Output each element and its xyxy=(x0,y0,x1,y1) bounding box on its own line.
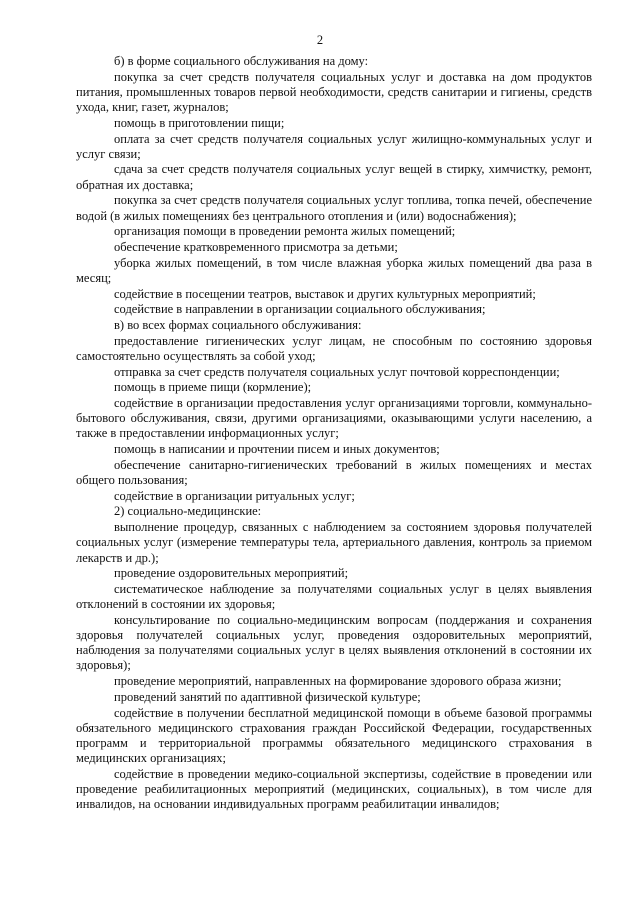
paragraph: проведение оздоровительных мероприятий; xyxy=(114,566,349,581)
paragraph: выполнение процедур, связанных с наблюдением за состоянием здоровья получателей социальных услуг (измерение температуры тела, артериального давления, контроль за приемом лекарств и др.); xyxy=(76,520,592,565)
paragraph: содействие в организации предоставления услуг организациями торговли, коммунально-бытового обслуживания, связи, другими организациями, оказывающими услуги населению, а также в предоставлении информационных услуг; xyxy=(76,395,592,441)
paragraph: уборка жилых помещений, в том числе влажная уборка жилых помещений два раза в месяц; xyxy=(76,255,592,285)
document-body xyxy=(76,54,592,813)
paragraph: предоставление гигиенических услуг лицам, не способным по состоянию здоровья самостоятельно осуществлять за собой уход; xyxy=(76,333,592,363)
paragraph: организация помощи в проведении ремонта жилых помещений; xyxy=(114,224,456,239)
paragraph: б) в форме социального обслуживания на дому: xyxy=(114,54,369,68)
paragraph: обеспечение кратковременного присмотра за детьми; xyxy=(114,239,398,254)
paragraph: помощь в приеме пищи (кормление); xyxy=(114,380,312,395)
section-heading: 2) социально-медицинские: xyxy=(114,504,262,519)
paragraph: систематическое наблюдение за получателями социальных услуг в целях выявления отклонений в состоянии их здоровья; xyxy=(76,581,592,612)
paragraph: содействие в проведении медико-социальной экспертизы, содействие в проведении или проведение реабилитационных мероприятий (медицинских, социальных), в том числе для инвалидов, на основании индивидуальных программ реабилитации инвалидов; xyxy=(76,766,592,812)
paragraph: сдача за счет средств получателя социальных услуг вещей в стирку, химчистку, ремонт, обратная их доставка; xyxy=(76,162,592,192)
paragraph: оплата за счет средств получателя социальных услуг жилищно-коммунальных услуг и услуг связи; xyxy=(76,131,592,161)
paragraph: содействие в посещении театров, выставок и других культурных мероприятий; xyxy=(114,286,536,301)
paragraph: помощь в приготовлении пищи; xyxy=(114,115,285,130)
paragraph: покупка за счет средств получателя социальных услуг топлива, топка печей, обеспечение водой (в жилых помещениях без центрального отопления и (или) водоснабжения); xyxy=(76,193,592,223)
paragraph: проведений занятий по адаптивной физической культуре; xyxy=(114,689,421,704)
paragraph: содействие в организации ритуальных услуг; xyxy=(114,488,355,503)
paragraph: проведение мероприятий, направленных на формирование здорового образа жизни; xyxy=(114,674,562,689)
page-number: 2 xyxy=(316,33,324,47)
paragraph: отправка за счет средств получателя социальных услуг почтовой корреспонденции; xyxy=(114,364,560,379)
paragraph: содействие в получении бесплатной медицинской помощи в объеме базовой программы обязательного медицинского страхования граждан Российской Федерации, государственных программ и территориальной программы обязательного медицинского страхования в медицинских организациях; xyxy=(76,705,592,766)
paragraph: содействие в направлении в организации социального обслуживания; xyxy=(114,302,486,317)
paragraph: обеспечение санитарно-гигиенических требований в жилых помещениях и местах общего пользования; xyxy=(76,457,592,487)
paragraph: консультирование по социально-медицинским вопросам (поддержания и сохранения здоровья получателей социальных услуг, проведения оздоровительных мероприятий, наблюдения за получателями социальных услуг в целях выявления отклонений в состоянии их здоровья); xyxy=(76,612,592,673)
section-heading: в) во всех формах социального обслуживания: xyxy=(114,317,362,332)
paragraph: помощь в написании и прочтении писем и иных документов; xyxy=(114,442,440,457)
paragraph: покупка за счет средств получателя социальных услуг и доставка на дом продуктов питания, промышленных товаров первой необходимости, средств санитарии и гигиены, средств ухода, книг, газет, журналов; xyxy=(76,69,592,115)
